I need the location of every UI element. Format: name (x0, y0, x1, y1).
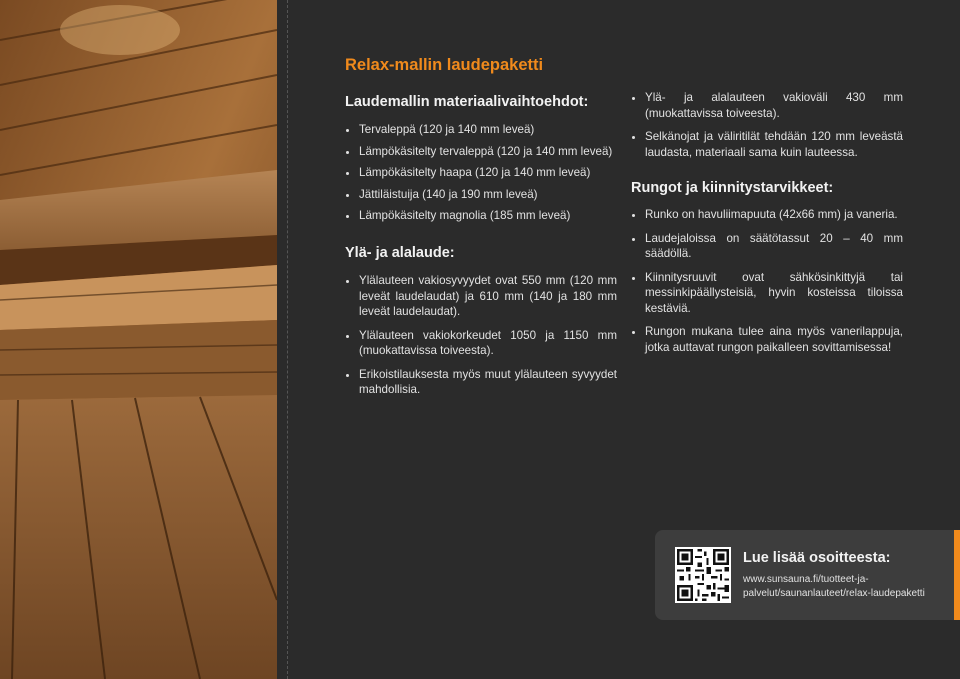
dashed-divider (287, 0, 288, 679)
spacing-list (631, 90, 903, 160)
qr-code-icon[interactable] (675, 547, 731, 603)
list-item: Runko on havuliimapuuta (42x66 mm) ja vaneria. (631, 207, 903, 223)
frames-list (631, 207, 903, 355)
list-item: Ylä- ja alalauteen vakioväli 430 mm (muokattavissa toiveesta). (631, 90, 903, 121)
benches-heading: Ylä- ja alalaude: (345, 245, 455, 261)
page-title: Relax-mallin laudepaketti (345, 56, 544, 74)
benches-list (345, 273, 617, 398)
materials-list (345, 122, 617, 224)
qr-heading: Lue lisää osoitteesta: (743, 550, 891, 566)
list-item: Lämpökäsitelty magnolia (185 mm leveä) (345, 208, 617, 224)
list-item: Rungon mukana tulee aina myös vanerilappuja, jotka auttavat rungon paikalleen sovittamisessa! (631, 324, 903, 355)
list-item: Kiinnitysruuvit ovat sähkösinkittyjä tai messinkipäällysteisiä, hyvin kosteissa tiloissa kestäviä. (631, 270, 903, 317)
sauna-bench-photo (0, 0, 277, 679)
list-item: Jättiläistuija (140 ja 190 mm leveä) (345, 187, 617, 203)
list-item: Ylälauteen vakiokorkeudet 1050 ja 1150 mm (muokattavissa toiveesta). (345, 328, 617, 359)
frames-heading: Rungot ja kiinnitystarvikkeet: (631, 180, 834, 196)
list-item: Ylälauteen vakiosyvyydet ovat 550 mm (120 mm leveät laudelaudat) ja 610 mm (140 ja 180 mm leveät laudelaudat). (345, 273, 617, 320)
list-item: Selkänojat ja väliritilät tehdään 120 mm leveästä laudasta, materiaali sama kuin lauteessa. (631, 129, 903, 160)
list-item: Lämpökäsitelty tervaleppä (120 ja 140 mm leveä) (345, 144, 617, 160)
materials-heading: Laudemallin materiaalivaihtoehdot: (345, 94, 589, 110)
list-item: Erikoistilauksesta myös muut ylälauteen syvyydet mahdollisia. (345, 367, 617, 398)
list-item: Laudejaloissa on säätötassut 20 – 40 mm säädöllä. (631, 231, 903, 262)
list-item: Tervaleppä (120 ja 140 mm leveä) (345, 122, 617, 138)
list-item: Lämpökäsitelty haapa (120 ja 140 mm leveä) (345, 165, 617, 181)
accent-bar (954, 530, 960, 620)
qr-info-box (655, 530, 960, 620)
qr-url-link[interactable]: www.sunsauna.fi/tuotteet-ja-palvelut/saunanlauteet/relax-laudepaketti (743, 574, 925, 599)
